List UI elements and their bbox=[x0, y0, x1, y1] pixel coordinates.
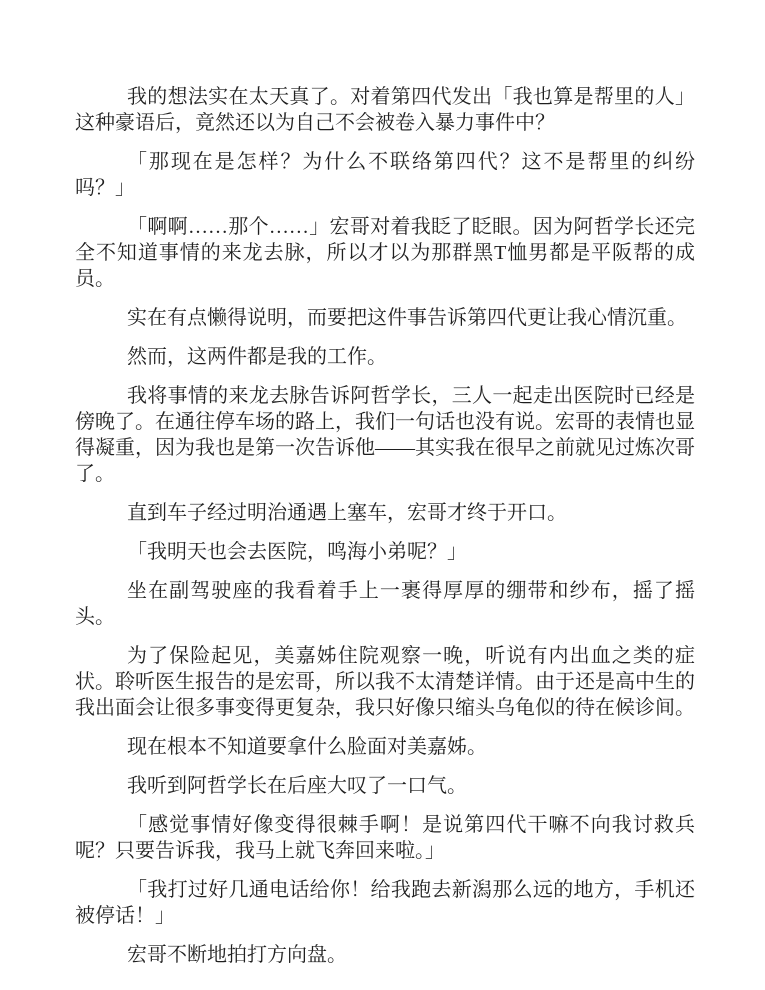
paragraph: 「那现在是怎样？为什么不联络第四代？这不是帮里的纠纷吗？」 bbox=[75, 151, 695, 199]
paragraph: 我听到阿哲学长在后座大叹了一口气。 bbox=[127, 775, 467, 797]
paragraph: 坐在副驾驶座的我看着手上一裹得厚厚的绷带和纱布，摇了摇头。 bbox=[75, 580, 695, 628]
paragraph: 然而，这两件都是我的工作。 bbox=[127, 346, 387, 368]
paragraph: 宏哥不断地拍打方向盘。 bbox=[127, 944, 347, 966]
paragraph: 实在有点懒得说明，而要把这件事告诉第四代更让我心情沉重。 bbox=[127, 307, 687, 329]
paragraph: 「啊啊……那个……」宏哥对着我眨了眨眼。因为阿哲学长还完全不知道事情的来龙去脉，所以才以为那群黑T恤男都是平阪帮的成员。 bbox=[75, 216, 695, 290]
paragraph: 直到车子经过明治通遇上塞车，宏哥才终于开口。 bbox=[127, 502, 567, 524]
paragraph: 「感觉事情好像变得很棘手啊！是说第四代干嘛不向我讨救兵呢？只要告诉我，我马上就飞奔回来啦。」 bbox=[75, 814, 695, 862]
paragraph: 为了保险起见，美嘉姊住院观察一晚，听说有内出血之类的症状。聆听医生报告的是宏哥，所以我不太清楚详情。由于还是高中生的我出面会让很多事变得更复杂，我只好像只缩头乌龟似的待在候诊间。 bbox=[75, 645, 695, 719]
paragraph: 我将事情的来龙去脉告诉阿哲学长，三人一起走出医院时已经是傍晚了。在通往停车场的路上，我们一句话也没有说。宏哥的表情也显得凝重，因为我也是第一次告诉他——其实我在很早之前就见过炼次哥了。 bbox=[75, 385, 695, 485]
paragraph: 我的想法实在太天真了。对着第四代发出「我也算是帮里的人」这种豪语后，竟然还以为自己不会被卷入暴力事件中？ bbox=[75, 86, 695, 134]
page-text bbox=[75, 84, 695, 981]
paragraph: 「我打过好几通电话给你！给我跑去新潟那么远的地方，手机还被停话！」 bbox=[75, 879, 695, 927]
paragraph: 现在根本不知道要拿什么脸面对美嘉姊。 bbox=[127, 736, 487, 758]
paragraph: 「我明天也会去医院，鸣海小弟呢？」 bbox=[127, 541, 467, 563]
